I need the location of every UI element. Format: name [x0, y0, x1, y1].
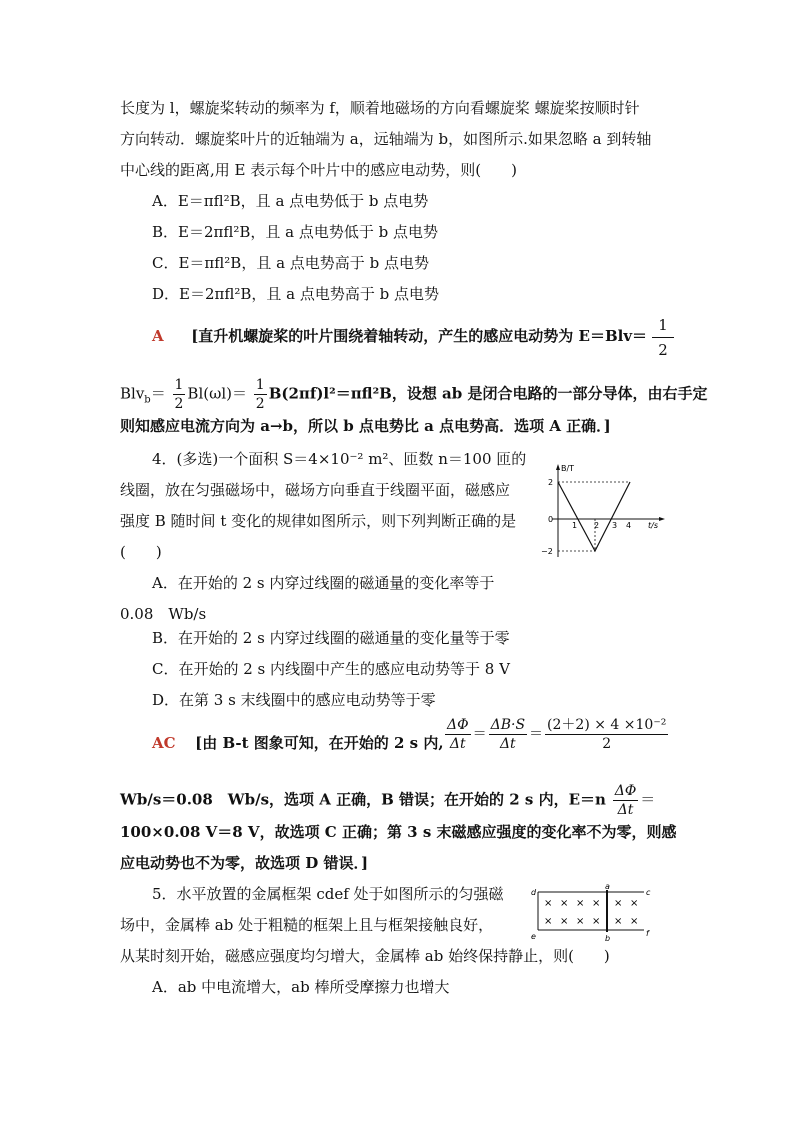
q4-option-a-line-2: 0.08 Wb/s	[120, 605, 207, 623]
q3-option-a: A．E＝πfl²B，且 a 点电势低于 b 点电势	[152, 192, 429, 210]
graph-y-tick-neg2: −2	[541, 547, 553, 556]
svg-text:×: ×	[592, 898, 601, 909]
q4-explanation-line-2: Wb/s＝0.08 Wb/s，选项 A 正确，B 错误；在开始的 2 s 内，E＝n $\frac{\Delta\Phi}{\Delta t}$ ＝	[120, 783, 656, 818]
q3-exp-half-1: $\frac{1}{2}$	[174, 377, 184, 412]
q5-stem-line-2: 场中，金属棒 ab 处于粗糙的框架上且与框架接触良好，	[120, 916, 494, 934]
label-a: a	[605, 884, 610, 891]
graph-x-tick-2: 2	[594, 521, 600, 530]
q4-frac-dphi-dt-2: $\frac{\Delta\Phi}{\Delta t}$	[614, 783, 637, 818]
graph-y-label: B/T	[561, 464, 575, 473]
q3-explanation-line-1	[152, 326, 647, 346]
q3-half-fraction-den: 2	[658, 341, 668, 359]
q5-stem-line-1: 5．水平放置的金属框架 cdef 处于如图所示的匀强磁	[152, 885, 504, 903]
q4-stem-line-3: 强度 B 随时间 t 变化的规律如图所示，则下列判断正确的是	[120, 512, 517, 530]
q4-frac-db-s-dt: $\frac{\Delta B\cdot S}{\Delta t}$	[490, 717, 526, 752]
svg-text:×: ×	[592, 916, 601, 927]
q4-bt-graph	[538, 462, 668, 562]
graph-x-tick-1: 1	[572, 521, 578, 530]
q3-explanation-line-3: 则知感应电流方向为 a→b，所以 b 点电势比 a 点电势高．选项 A 正确．]	[120, 417, 611, 435]
q3-exp-eq: ＝	[150, 384, 166, 403]
graph-y-tick-2: 2	[548, 478, 554, 487]
label-c: c	[646, 888, 651, 897]
magnetic-field-crosses	[544, 898, 638, 927]
q5-stem-line-3: 从某时刻开始，磁感应强度均匀增大，金属棒 ab 始终保持静止，则( )	[120, 947, 610, 965]
q4-option-c: C．在开始的 2 s 内线圈中产生的感应电动势等于 8 V	[152, 660, 510, 678]
svg-text:×: ×	[560, 898, 569, 909]
q3-exp-half-2: $\frac{1}{2}$	[255, 377, 265, 412]
svg-text:×: ×	[544, 898, 553, 909]
q3-exp-rest: B(2πf)l²＝πfl²B，设想 ab 是闭合电路的一部分导体，由右手定	[268, 384, 708, 403]
q3-option-b: B．E＝2πfl²B，且 a 点电势低于 b 点电势	[152, 223, 439, 241]
q4-option-b: B．在开始的 2 s 内穿过线圈的磁通量的变化量等于零	[152, 629, 510, 647]
q3-explanation-text-1: [直升机螺旋桨的叶片围绕着轴转动，产生的感应电动势为 E＝Blv＝	[191, 327, 648, 345]
q3-stem-line-3: 中心线的距离,用 E 表示每个叶片中的感应电动势，则( )	[120, 161, 517, 179]
svg-text:×: ×	[630, 916, 639, 927]
graph-b-line	[558, 482, 630, 551]
q4-explanation-fractions: $\frac{\Delta\Phi}{\Delta t}$ ＝ $\frac{\Delta B\cdot S}{\Delta t}$ ＝ $\frac{\text{(2＋2) × 4 ×10⁻²}}{2}$	[447, 717, 667, 752]
q3-option-d: D．E＝2πfl²B，且 a 点电势高于 b 点电势	[152, 285, 440, 303]
graph-x-label: t/s	[648, 521, 658, 530]
q3-half-fraction-bar	[652, 337, 674, 338]
q4-answer: AC	[152, 734, 176, 752]
graph-x-arrow	[659, 517, 665, 521]
graph-y-tick-0: 0	[548, 515, 554, 524]
label-b: b	[605, 934, 611, 942]
q3-answer: A	[152, 327, 164, 345]
q3-exp-omega: Bl(ωl)＝	[187, 384, 247, 403]
svg-text:×: ×	[576, 916, 585, 927]
q5-frame-diagram	[528, 884, 656, 942]
svg-text:×: ×	[560, 916, 569, 927]
label-e: e	[531, 932, 536, 941]
q3-explanation-line-2: Blv$_b$＝ $\frac{1}{2}$ Bl(ωl)＝ $\frac{1}{2}$ B(2πf)l²＝πfl²B，设想 ab 是闭合电路的一部分导体，由右手定	[120, 377, 708, 412]
graph-x-tick-4: 4	[626, 521, 632, 530]
q4-option-a-line-1: A．在开始的 2 s 内穿过线圈的磁通量的变化率等于	[152, 574, 495, 592]
svg-text:×: ×	[544, 916, 553, 927]
q4-explanation-text-1: [由 B-t 图象可知，在开始的 2 s 内,	[195, 734, 444, 752]
q3-exp-blv: Blv	[120, 384, 145, 403]
svg-text:×: ×	[630, 898, 639, 909]
q3-stem-line-2: 方向转动．螺旋桨叶片的近轴端为 a，远轴端为 b，如图所示.如果忽略 a 到转轴	[120, 130, 652, 148]
q3-option-c: C．E＝πfl²B，且 a 点电势高于 b 点电势	[152, 254, 429, 272]
q4-stem-line-1: 4．(多选)一个面积 S＝4×10⁻² m²、匝数 n＝100 匝的	[152, 450, 527, 468]
graph-y-arrow	[556, 464, 560, 470]
graph-x-tick-3: 3	[612, 521, 618, 530]
q4-frac-numeric: $\frac{\text{(2＋2) × 4 ×10⁻²}}{2}$	[547, 717, 667, 752]
q4-explanation-line-3: 100×0.08 V＝8 V，故选项 C 正确；第 3 s 末磁感应强度的变化率不为零，则感	[120, 823, 677, 841]
q5-option-a: A．ab 中电流增大，ab 棒所受摩擦力也增大	[152, 978, 450, 996]
svg-text:×: ×	[614, 916, 623, 927]
q4-stem-line-2: 线圈，放在匀强磁场中，磁场方向垂直于线圈平面，磁感应	[120, 481, 511, 499]
q3-stem-line-1: 长度为 l，螺旋桨转动的频率为 f，顺着地磁场的方向看螺旋桨 螺旋桨按顺时针	[120, 99, 640, 117]
label-f: f	[646, 929, 649, 938]
q4-option-d: D．在第 3 s 末线圈中的感应电动势等于零	[152, 691, 436, 709]
q4-explanation-line-4: 应电动势也不为零，故选项 D 错误．]	[120, 854, 369, 872]
q4-stem-line-4: ( )	[120, 543, 162, 561]
label-d: d	[531, 888, 537, 897]
q4-frac-dphi-dt: $\frac{\Delta\Phi}{\Delta t}$	[447, 717, 469, 752]
svg-text:×: ×	[576, 898, 585, 909]
svg-text:×: ×	[614, 898, 623, 909]
q4-explanation-line-1	[152, 733, 444, 753]
q3-half-fraction-num: 1	[658, 316, 668, 334]
